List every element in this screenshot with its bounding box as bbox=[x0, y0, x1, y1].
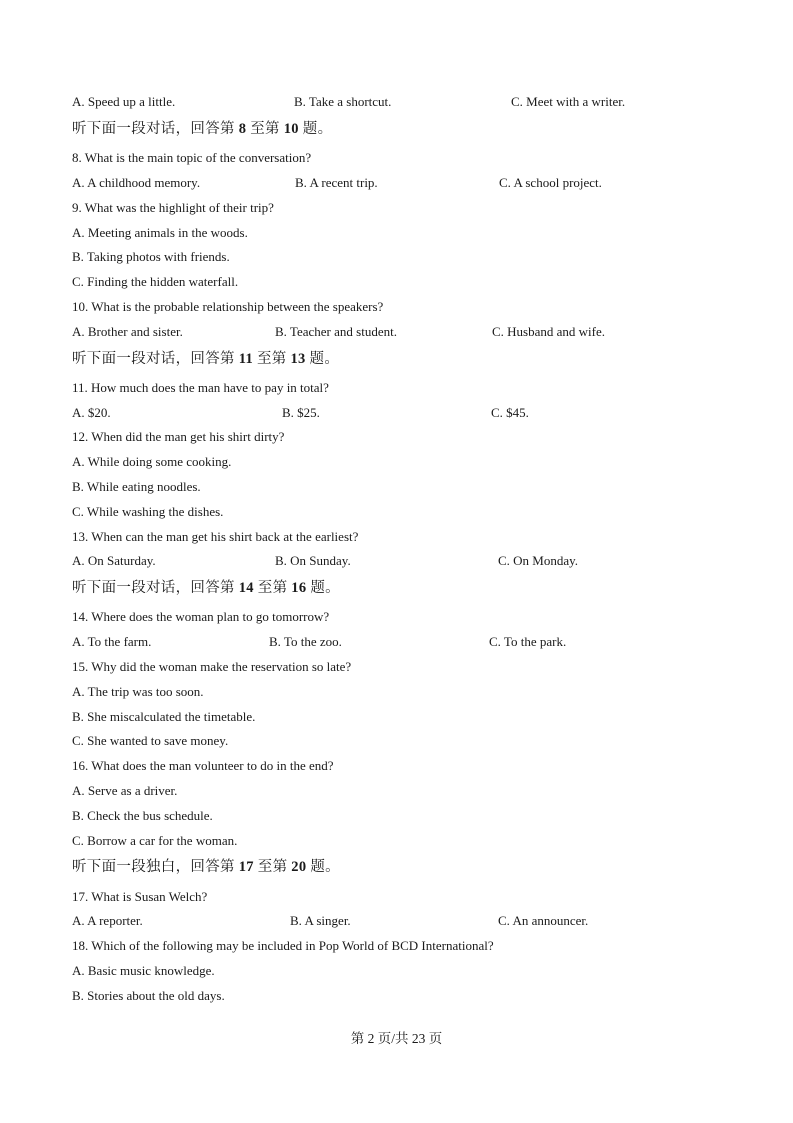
q17-option-b: B. A singer. bbox=[290, 913, 351, 928]
section-heading-14-16 bbox=[72, 580, 340, 596]
question-15: 15. Why did the woman make the reservation so late? bbox=[72, 659, 352, 674]
heading-from-number: 14 bbox=[238, 580, 254, 596]
q17-option-a: A. A reporter. bbox=[72, 913, 143, 928]
q12-option-a: A. While doing some cooking. bbox=[72, 454, 232, 469]
question-16: 16. What does the man volunteer to do in the end? bbox=[72, 758, 334, 773]
q15-option-c: C. She wanted to save money. bbox=[72, 733, 229, 748]
heading-text: 听下面一段对话，回答第 bbox=[72, 121, 239, 137]
heading-from-number: 11 bbox=[238, 351, 254, 367]
q9-option-b: B. Taking photos with friends. bbox=[72, 249, 230, 264]
question-18: 18. Which of the following may be included in Pop World of BCD International? bbox=[72, 938, 494, 953]
question-17: 17. What is Susan Welch? bbox=[72, 889, 208, 904]
q14-option-a: A. To the farm. bbox=[72, 634, 152, 649]
q15-option-b: B. She miscalculated the timetable. bbox=[72, 709, 256, 724]
section-heading-8-10 bbox=[72, 121, 332, 137]
q15-option-a: A. The trip was too soon. bbox=[72, 684, 204, 699]
heading-to-number: 13 bbox=[290, 351, 306, 367]
q16-option-b: B. Check the bus schedule. bbox=[72, 808, 213, 823]
q12-option-b: B. While eating noodles. bbox=[72, 479, 201, 494]
q10-option-c: C. Husband and wife. bbox=[492, 324, 606, 339]
q10-option-a: A. Brother and sister. bbox=[72, 324, 183, 339]
heading-text: 题。 bbox=[298, 121, 333, 137]
q13-option-c: C. On Monday. bbox=[498, 553, 579, 568]
heading-to-number: 20 bbox=[291, 859, 307, 875]
heading-text: 至第 bbox=[253, 859, 292, 875]
q11-option-c: C. $45. bbox=[491, 405, 529, 420]
question-11: 11. How much does the man have to pay in total? bbox=[72, 380, 329, 395]
q8-option-a: A. A childhood memory. bbox=[72, 175, 201, 190]
q8-option-b: B. A recent trip. bbox=[295, 175, 378, 190]
question-13: 13. When can the man get his shirt back at the earliest? bbox=[72, 529, 359, 544]
q11-option-b: B. $25. bbox=[282, 405, 320, 420]
q10-option-b: B. Teacher and student. bbox=[275, 324, 397, 339]
heading-text: 至第 bbox=[253, 580, 292, 596]
q16-option-c: C. Borrow a car for the woman. bbox=[72, 833, 238, 848]
q12-option-c: C. While washing the dishes. bbox=[72, 504, 224, 519]
option-c: C. Meet with a writer. bbox=[511, 94, 626, 109]
q8-option-c: C. A school project. bbox=[499, 175, 602, 190]
heading-from-number: 8 bbox=[238, 121, 247, 137]
section-heading-17-20 bbox=[72, 859, 340, 875]
page-number-footer: 第 2 页/共 23 页 bbox=[350, 1031, 443, 1046]
question-10: 10. What is the probable relationship between the speakers? bbox=[72, 299, 384, 314]
option-a: A. Speed up a little. bbox=[72, 94, 176, 109]
heading-text: 听下面一段对话，回答第 bbox=[72, 351, 239, 367]
q11-option-a: A. $20. bbox=[72, 405, 111, 420]
heading-from-number: 17 bbox=[238, 859, 254, 875]
q18-option-a: A. Basic music knowledge. bbox=[72, 963, 215, 978]
q13-option-a: A. On Saturday. bbox=[72, 553, 156, 568]
heading-text: 听下面一段对话，回答第 bbox=[72, 580, 239, 596]
q14-option-c: C. To the park. bbox=[489, 634, 567, 649]
q14-option-b: B. To the zoo. bbox=[269, 634, 342, 649]
q13-option-b: B. On Sunday. bbox=[275, 553, 351, 568]
question-9: 9. What was the highlight of their trip? bbox=[72, 200, 274, 215]
section-heading-11-13 bbox=[72, 351, 339, 367]
heading-to-number: 16 bbox=[291, 580, 307, 596]
q9-option-a: A. Meeting animals in the woods. bbox=[72, 225, 248, 240]
question-14: 14. Where does the woman plan to go tomorrow? bbox=[72, 609, 330, 624]
q9-option-c: C. Finding the hidden waterfall. bbox=[72, 274, 239, 289]
q17-option-c: C. An announcer. bbox=[498, 913, 589, 928]
heading-text: 题。 bbox=[306, 859, 340, 875]
heading-text: 题。 bbox=[306, 580, 340, 596]
option-b: B. Take a shortcut. bbox=[294, 94, 392, 109]
heading-text: 至第 bbox=[246, 121, 284, 137]
q18-option-b: B. Stories about the old days. bbox=[72, 988, 225, 1003]
heading-to-number: 10 bbox=[283, 121, 299, 137]
heading-text: 至第 bbox=[253, 351, 291, 367]
question-8: 8. What is the main topic of the conversation? bbox=[72, 150, 312, 165]
heading-text: 听下面一段独白，回答第 bbox=[72, 859, 239, 875]
q16-option-a: A. Serve as a driver. bbox=[72, 783, 178, 798]
question-12: 12. When did the man get his shirt dirty? bbox=[72, 429, 285, 444]
heading-text: 题。 bbox=[305, 351, 340, 367]
